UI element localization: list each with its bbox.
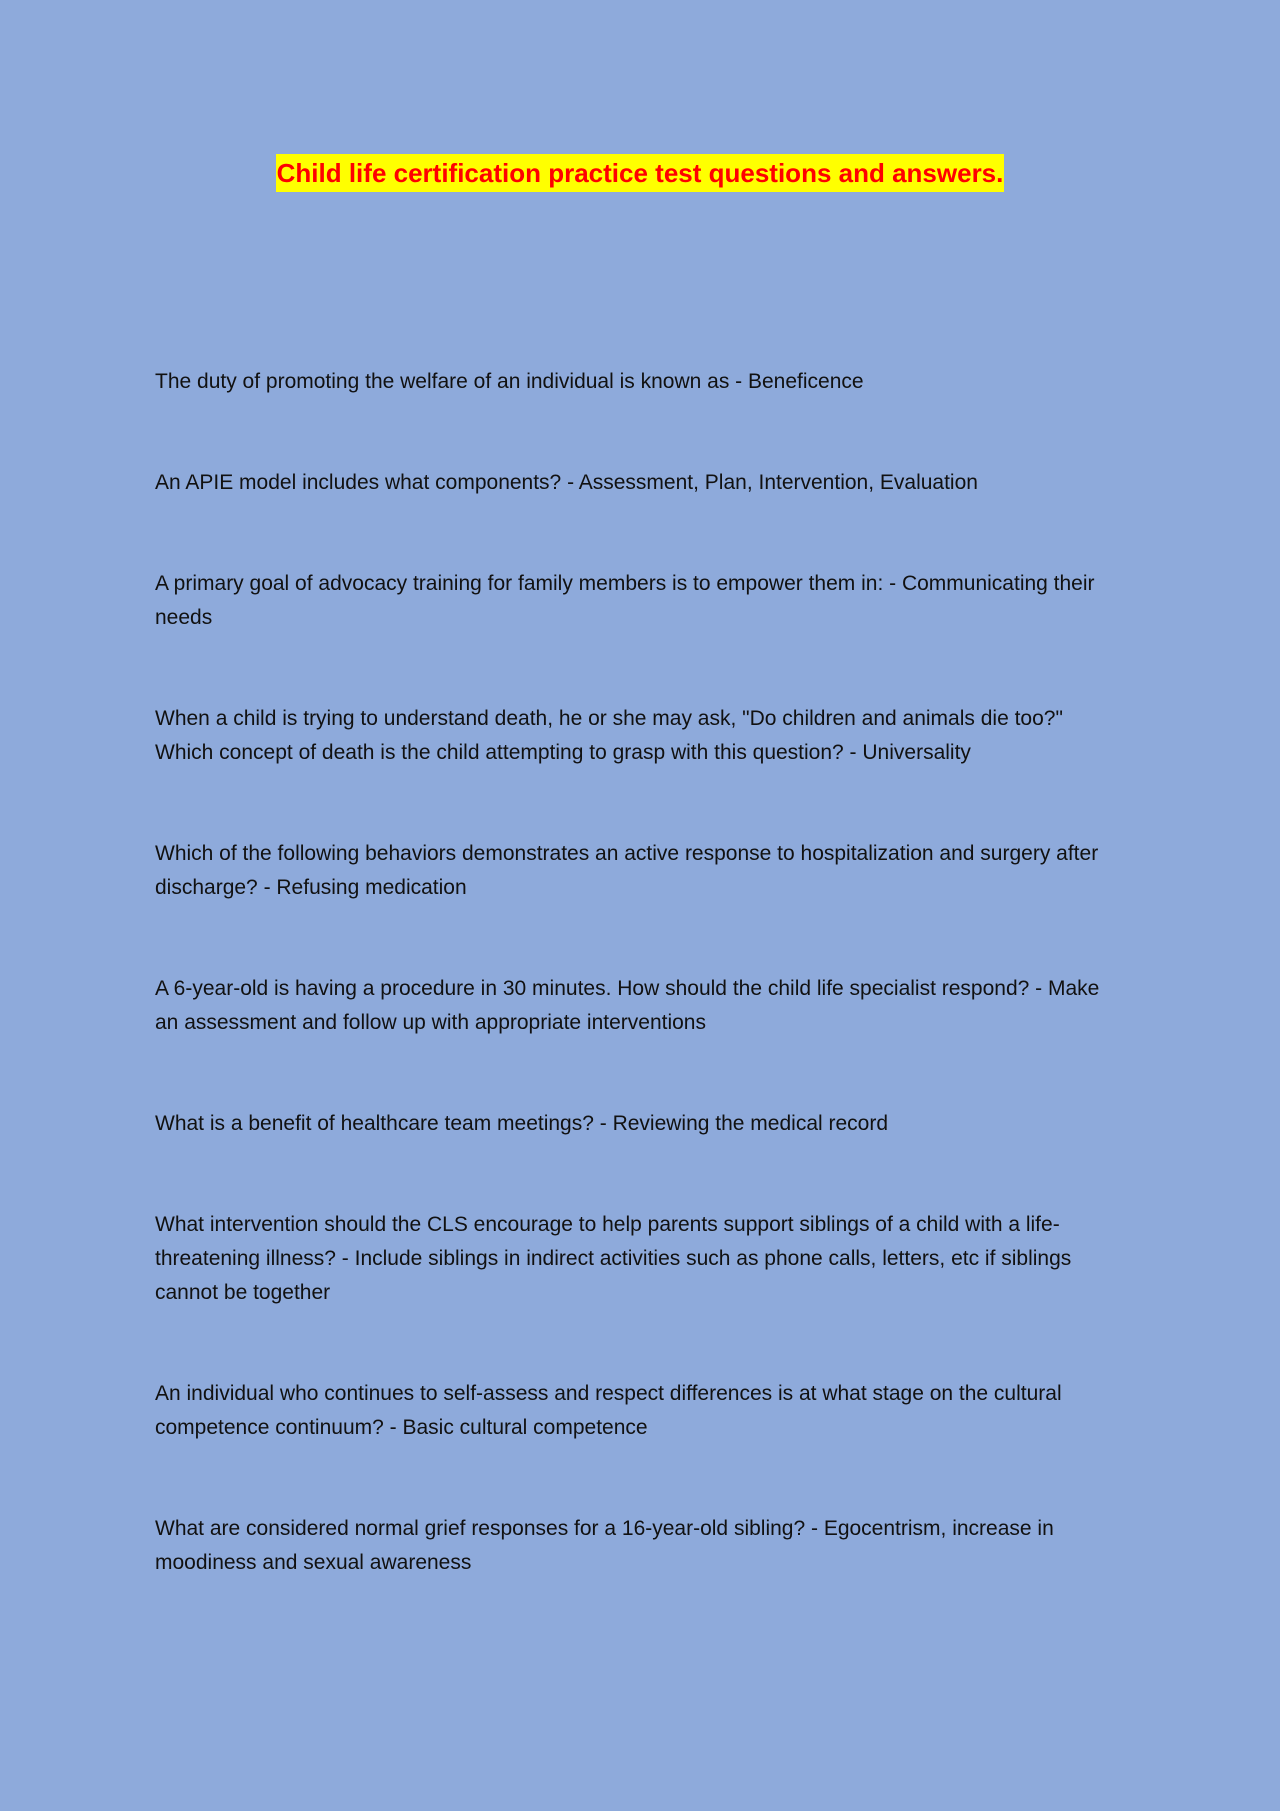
qa-item: The duty of promoting the welfare of an individual is known as - Beneficence — [155, 370, 864, 393]
document-title: Child life certification practice test questions and answers. — [276, 154, 1005, 192]
qa-item: Which of the following behaviors demonstrates an active response to hospitalization and surgery after discharge? - Refusing medication — [155, 842, 1099, 899]
qa-item: What is a benefit of healthcare team meetings? - Reviewing the medical record — [155, 1112, 889, 1135]
qa-item: What intervention should the CLS encourage to help parents support siblings of a child with a life-threatening illness? - Include siblings in indirect activities such as phone calls, letters, etc if siblings cannot be together — [155, 1213, 1072, 1304]
qa-item: An APIE model includes what components? - Assessment, Plan, Intervention, Evaluation — [155, 471, 978, 494]
qa-item: When a child is trying to understand death, he or she may ask, "Do children and animals die too?" Which concept of death is the child attempting to grasp with this question? - Universality — [155, 707, 1063, 764]
qa-list — [155, 365, 1125, 1580]
qa-item: A 6-year-old is having a procedure in 30 minutes. How should the child life specialist respond? - Make an assessment and follow up with appropriate interventions — [155, 977, 1100, 1034]
title-wrap — [0, 154, 1280, 192]
qa-item: A primary goal of advocacy training for family members is to empower them in: - Communicating their needs — [155, 572, 1095, 629]
qa-item: An individual who continues to self-assess and respect differences is at what stage on the cultural competence continuum? - Basic cultural competence — [155, 1382, 1062, 1439]
qa-item: What are considered normal grief responses for a 16-year-old sibling? - Egocentrism, increase in moodiness and sexual awareness — [155, 1517, 1054, 1574]
